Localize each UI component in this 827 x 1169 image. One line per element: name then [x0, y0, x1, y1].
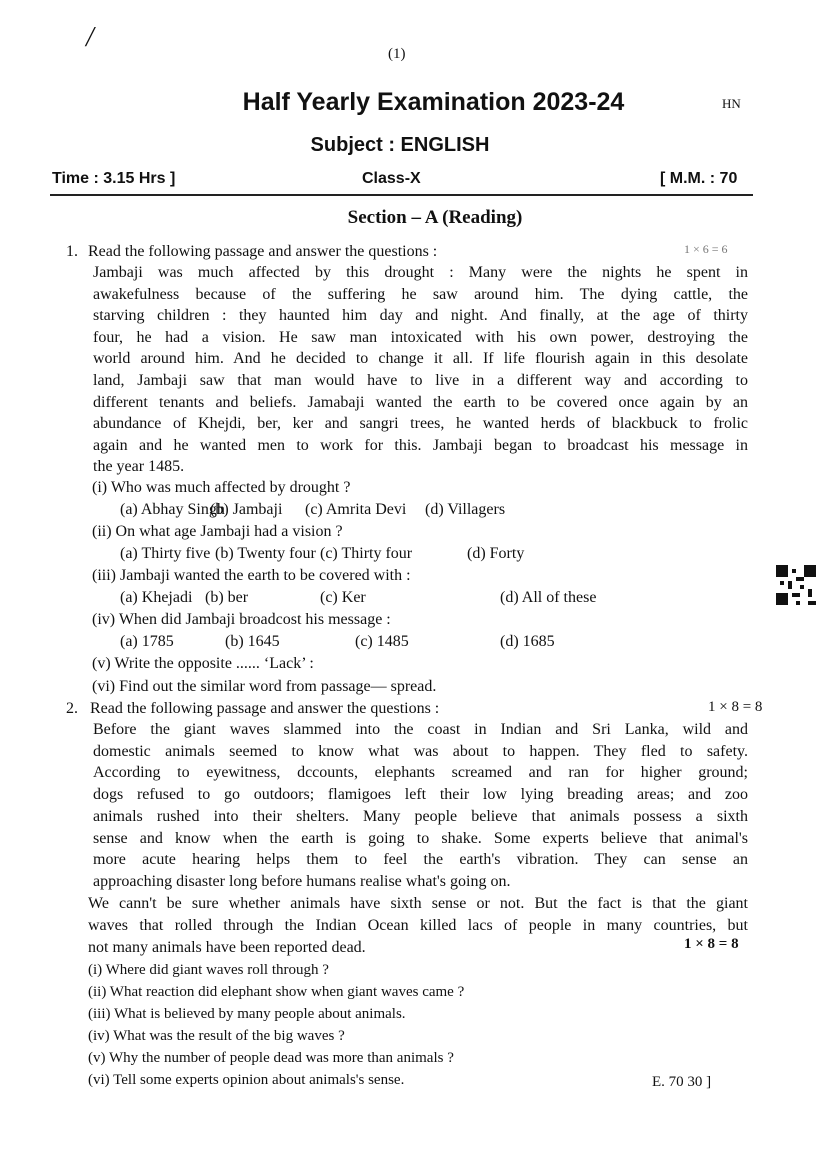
answer-option: (b) 1645 [225, 633, 280, 650]
question: (ii) On what age Jambaji had a vision ? [92, 523, 343, 540]
question: (iii) What is believed by many people about animals. [88, 1006, 406, 1022]
passage-line: different tenants and beliefs. Jamabaji wanted the earth to be covered once again by an [93, 393, 748, 411]
question: (v) Write the opposite ...... ‘Lack’ : [92, 655, 314, 672]
subject-heading: Subject : ENGLISH [310, 134, 490, 156]
exam-title: Half Yearly Examination 2023-24 [242, 88, 625, 116]
passage-line: dogs refused to go outdoors; flamigoes left their low lying breading areas; and zoo [93, 786, 748, 804]
q2-instruction: Read the following passage and answer the questions : [90, 700, 440, 717]
passage-line: four, he had a vision. He saw man intoxicated with his own power, destroying the [93, 328, 748, 346]
question: (iii) Jambaji wanted the earth to be covered with : [92, 567, 411, 584]
question: (vi) Tell some experts opinion about animals's sense. [88, 1072, 405, 1088]
passage-line: again and he wanted men to work for this. Jambaji began to broadcast his message in [93, 436, 748, 454]
passage-line: abundance of Khejdi, ber, ker and sangri trees, he wanted herds of blackbuck to frolic [93, 415, 748, 433]
passage-line: animals rushed into their shelters. Many people believe that animals possess a sixth [93, 807, 748, 825]
question: (iv) When did Jambaji broadcost his message : [92, 611, 391, 628]
answer-option: (d) All of these [500, 589, 597, 606]
paper-code: HN [722, 96, 741, 111]
question: (vi) Find out the similar word from passage— spread. [92, 678, 437, 695]
passage-line: not many animals have been reported dead. [88, 939, 366, 956]
q2-marks-repeat: 1 × 8 = 8 [684, 936, 739, 952]
answer-option: (d) 1685 [500, 633, 555, 650]
header-rule [50, 194, 753, 196]
passage-line: waves that rolled through the Indian Ocean killed lacs of people in many countries, but [88, 917, 748, 934]
answer-option: (d) Villagers [425, 501, 506, 518]
question: (ii) What reaction did elephant show when giant waves came ? [88, 984, 465, 1000]
answer-option: (b) ber [205, 589, 249, 606]
answer-option: (b) Jambaji [210, 501, 283, 518]
tick-mark: / [86, 22, 94, 53]
answer-option: (c) Thirty four [320, 545, 413, 562]
answer-option: (a) Khejadi [120, 589, 193, 606]
q1-instruction: Read the following passage and answer the questions : [88, 243, 438, 260]
passage-line: world around him. And he decided to change it all. If life flourish again in this desolate [93, 350, 748, 368]
passage-line: awakefulness because of the suffering he saw around him. The dying cattle, the [93, 285, 748, 303]
passage-line: land, Jambaji saw that man would have to live in a different way and according to [93, 372, 748, 389]
qr-code [776, 565, 816, 605]
footer-note: E. 70 30 ] [652, 1074, 712, 1090]
passage-line: more acute hearing helps them to feel the earth's vibration. They can sense an [93, 851, 748, 869]
question: (iv) What was the result of the big waves ? [88, 1028, 345, 1044]
passage-line: We cann't be sure whether animals have sixth sense or not. But the fact is that the giant [88, 895, 748, 912]
answer-option: (a) 1785 [120, 633, 174, 650]
passage-line: sense and know when the earth is going to shake. Some experts believe that animal's [93, 829, 748, 847]
answer-option: (c) Ker [320, 589, 366, 606]
question: (i) Who was much affected by drought ? [92, 479, 351, 496]
q2-marks: 1 × 8 = 8 [708, 699, 763, 715]
question: (v) Why the number of people dead was more than animals ? [88, 1050, 454, 1066]
passage-line: According to eyewitness, dccounts, elephants screamed and ran for higher ground; [93, 764, 748, 782]
passage-line: Jambaji was much affected by this drought : Many were the nights he spent in [93, 264, 748, 281]
time-label: Time : 3.15 Hrs ] [52, 170, 176, 187]
section-title: Section – A (Reading) [347, 207, 523, 228]
passage-line: Before the giant waves slammed into the coast in Indian and Sri Lanka, wild and [93, 721, 748, 738]
answer-option: (a) Abhay Singh [120, 501, 225, 518]
passage-line: domestic animals seemed to know what was about to happen. They fled to safety. [93, 742, 748, 760]
class-label: Class-X [362, 170, 421, 187]
page-number: (1) [388, 46, 406, 62]
answer-option: (a) Thirty five [120, 545, 211, 562]
answer-option: (c) 1485 [355, 633, 409, 650]
passage-line: starving children : they haunted him day and night. And finally, at the age of thirty [93, 307, 748, 325]
answer-option: (c) Amrita Devi [305, 501, 407, 518]
answer-option: (d) Forty [467, 545, 525, 562]
question: (i) Where did giant waves roll through ? [88, 962, 329, 978]
answer-option: (b) Twenty four [215, 545, 316, 562]
q2-number: 2. [66, 700, 78, 717]
q1-marks: 1 × 6 = 6 [684, 242, 728, 256]
passage-line: the year 1485. [93, 458, 185, 476]
q1-number: 1. [66, 243, 78, 260]
passage-line: approaching disaster long before humans realise what's going on. [93, 872, 511, 890]
max-marks: [ M.M. : 70 [660, 170, 738, 187]
